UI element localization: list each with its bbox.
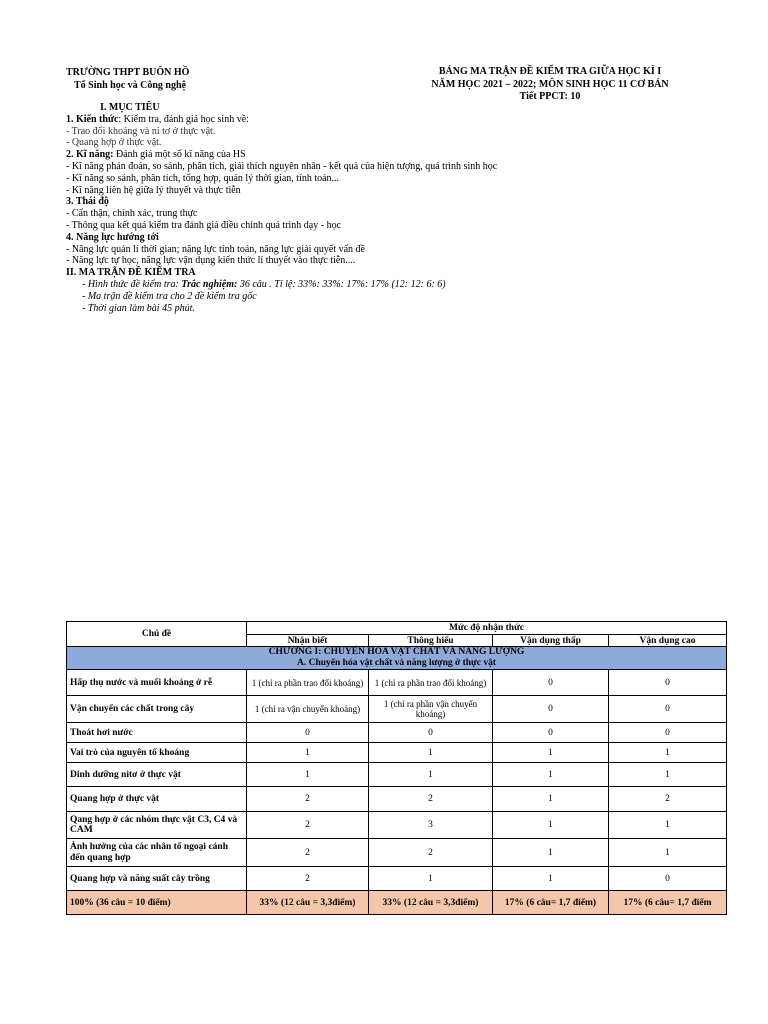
value-cell: 1 bbox=[609, 743, 727, 763]
total-topic-cell: 100% (36 câu = 10 điểm) bbox=[67, 891, 247, 915]
value-cell: 1 bbox=[247, 743, 369, 763]
header-right bbox=[400, 66, 700, 104]
value-cell: 1 bbox=[609, 812, 727, 839]
value-cell: 2 bbox=[609, 787, 727, 812]
value-cell: 3 bbox=[369, 812, 493, 839]
matrix-heading-text: II. MA TRẬN ĐỀ KIỂM TRA bbox=[66, 267, 196, 279]
value-cell: 1 (chỉ ra phần trao đổi khoáng) bbox=[247, 670, 369, 696]
value-cell: 0 bbox=[609, 723, 727, 743]
table-row bbox=[67, 670, 727, 696]
value-cell: 0 bbox=[493, 696, 609, 723]
table-row bbox=[67, 839, 727, 867]
school-name: TRƯỜNG THPT BUÔN HỒ bbox=[66, 67, 190, 78]
skills-item: - Kĩ năng phán đoán, so sánh, phân tích, giải thích nguyên nhân - kết quả của hiện tượng, quá trình sinh học bbox=[66, 160, 498, 172]
value-cell: 2 bbox=[247, 787, 369, 812]
objectives-heading: I. MỤC TIÊU bbox=[100, 102, 160, 113]
value-cell: 1 bbox=[247, 763, 369, 787]
level-group-header: Mức độ nhận thức bbox=[247, 622, 727, 635]
total-value-cell: 33% (12 câu = 3,3điểm) bbox=[247, 891, 369, 915]
topic-cell: Hấp thụ nước và muối khoáng ở rễ bbox=[67, 670, 247, 696]
level-header: Vận dụng cao bbox=[609, 635, 727, 647]
level-header: Nhận biết bbox=[247, 635, 369, 647]
value-cell: 1 bbox=[493, 743, 609, 763]
exam-format-ratio: 36 câu . Tỉ lệ: 33%: 33%: 17%: 17% (12: 12: 6: 6) bbox=[237, 278, 446, 290]
value-cell: 0 bbox=[493, 723, 609, 743]
competency-item: - Năng lực tự học, năng lực vận dụng kiến thức lí thuyết vào thực tiễn.... bbox=[66, 255, 356, 267]
header-left bbox=[66, 66, 266, 92]
value-cell: 2 bbox=[369, 839, 493, 867]
table-row bbox=[67, 723, 727, 743]
exam-format-type: Trắc nghiệm: bbox=[181, 278, 238, 290]
chapter-cell bbox=[67, 647, 727, 670]
department-name: Tổ Sinh học và Công nghệ bbox=[74, 80, 186, 91]
table-header-row bbox=[67, 622, 727, 635]
value-cell: 1 bbox=[369, 763, 493, 787]
value-cell: 1 (chỉ ra vận chuyển khoáng) bbox=[247, 696, 369, 723]
total-value-cell: 17% (6 câu= 1,7 điểm) bbox=[493, 891, 609, 915]
value-cell: 1 bbox=[493, 787, 609, 812]
value-cell: 2 bbox=[369, 787, 493, 812]
value-cell: 0 bbox=[609, 867, 727, 891]
table-row bbox=[67, 696, 727, 723]
table-row bbox=[67, 787, 727, 812]
topic-cell: Quang hợp ở thực vật bbox=[67, 787, 247, 812]
value-cell: 1 (chỉ ra phần vận chuyển khoáng) bbox=[369, 696, 493, 723]
table-row bbox=[67, 743, 727, 763]
value-cell: 2 bbox=[247, 867, 369, 891]
exam-format-prefix: - Hình thức đề kiểm tra: bbox=[82, 278, 182, 290]
table-row bbox=[67, 867, 727, 891]
knowledge-item: - Trao đổi khoáng và ni tơ ở thực vật. bbox=[66, 125, 216, 137]
value-cell: 1 bbox=[493, 763, 609, 787]
attitude-item: - Thông qua kết quả kiểm tra đánh giá điều chỉnh quá trình dạy - học bbox=[66, 219, 342, 231]
topic-cell: Thoát hơi nước bbox=[67, 723, 247, 743]
total-value-cell: 17% (6 câu= 1,7 điểm bbox=[609, 891, 727, 915]
exam-matrix-table bbox=[66, 621, 727, 915]
value-cell: 0 bbox=[609, 696, 727, 723]
value-cell: 0 bbox=[609, 670, 727, 696]
knowledge-item: - Quang hợp ở thực vật. bbox=[66, 137, 162, 149]
value-cell: 1 bbox=[609, 763, 727, 787]
exam-format-line bbox=[66, 279, 726, 291]
value-cell: 0 bbox=[493, 670, 609, 696]
skills-line bbox=[66, 149, 726, 161]
topic-cell: Dinh dưỡng nitơ ở thực vật bbox=[67, 763, 247, 787]
objectives-section bbox=[66, 102, 726, 314]
competency-item: - Năng lực quản lí thời gian; năng lực tính toán, năng lực giải quyết vấn đề bbox=[66, 243, 365, 255]
attitude-heading bbox=[66, 196, 726, 208]
total-value-cell: 33% (12 câu = 3,3điểm) bbox=[369, 891, 493, 915]
competency-label: 4. Năng lực hướng tới bbox=[66, 231, 159, 243]
lesson-number: Tiết PPCT: 10 bbox=[519, 91, 581, 102]
topic-cell: Vận chuyển các chất trong cây bbox=[67, 696, 247, 723]
topic-column-header: Chủ đề bbox=[67, 622, 247, 647]
subchapter-title: A. Chuyển hóa vật chất và năng lượng ở thực vật bbox=[297, 658, 497, 668]
topic-cell: Ảnh hưởng của các nhân tố ngoại cảnh đến quang hợp bbox=[67, 839, 247, 867]
value-cell: 1 bbox=[369, 743, 493, 763]
value-cell: 1 (chỉ ra phần trao đổi khoáng) bbox=[369, 670, 493, 696]
value-cell: 1 bbox=[493, 867, 609, 891]
value-cell: 2 bbox=[247, 812, 369, 839]
skills-label: 2. Kĩ năng: bbox=[66, 149, 114, 161]
exam-duration: - Thời gian làm bài 45 phút. bbox=[82, 302, 195, 314]
competency-heading bbox=[66, 232, 726, 244]
knowledge-line bbox=[66, 114, 726, 126]
value-cell: 0 bbox=[369, 723, 493, 743]
topic-cell: Quang hợp và năng suất cây trồng bbox=[67, 867, 247, 891]
school-year-subject: NĂM HỌC 2021 – 2022; MÔN SINH HỌC 11 CƠ BẢN bbox=[431, 78, 669, 90]
skills-item: - Kĩ năng liên hệ giữa lý thuyết và thực tiễn bbox=[66, 184, 241, 196]
value-cell: 0 bbox=[247, 723, 369, 743]
value-cell: 2 bbox=[247, 839, 369, 867]
chapter-title: CHƯƠNG I: CHUYỂN HÓA VẬT CHẤT VÀ NĂNG LƯỢNG bbox=[268, 647, 525, 657]
attitude-item: - Cẩn thận, chính xác, trung thực bbox=[66, 208, 198, 220]
topic-cell: Qang hợp ở các nhóm thực vật C3, C4 và CAM bbox=[67, 812, 247, 839]
value-cell: 1 bbox=[609, 839, 727, 867]
table-row bbox=[67, 763, 727, 787]
value-cell: 1 bbox=[369, 867, 493, 891]
skills-item: - Kĩ năng so sánh, phân tích, tổng hợp, quản lý thời gian, tính toán... bbox=[66, 172, 340, 184]
chapter-row bbox=[67, 647, 727, 670]
topic-cell: Vai trò của nguyên tố khoáng bbox=[67, 743, 247, 763]
total-row bbox=[67, 891, 727, 915]
knowledge-text: : Kiểm tra, đánh giá học sinh về: bbox=[118, 113, 249, 125]
level-header: Thông hiểu bbox=[369, 635, 493, 647]
level-header: Vận dụng thấp bbox=[493, 635, 609, 647]
value-cell: 1 bbox=[493, 839, 609, 867]
value-cell: 1 bbox=[493, 812, 609, 839]
document-title: BẢNG MA TRẬN ĐỀ KIỂM TRA GIỮA HỌC KÌ I bbox=[438, 66, 662, 77]
table-row bbox=[67, 812, 727, 839]
attitude-label: 3. Thái độ bbox=[66, 196, 109, 208]
skills-text: Đánh giá một số kĩ năng của HS bbox=[113, 149, 246, 161]
matrix-heading bbox=[66, 267, 726, 279]
knowledge-label: 1. Kiến thức bbox=[66, 113, 119, 125]
matrix-note: - Ma trận đề kiểm tra cho 2 đề kiểm tra gốc bbox=[82, 290, 257, 302]
